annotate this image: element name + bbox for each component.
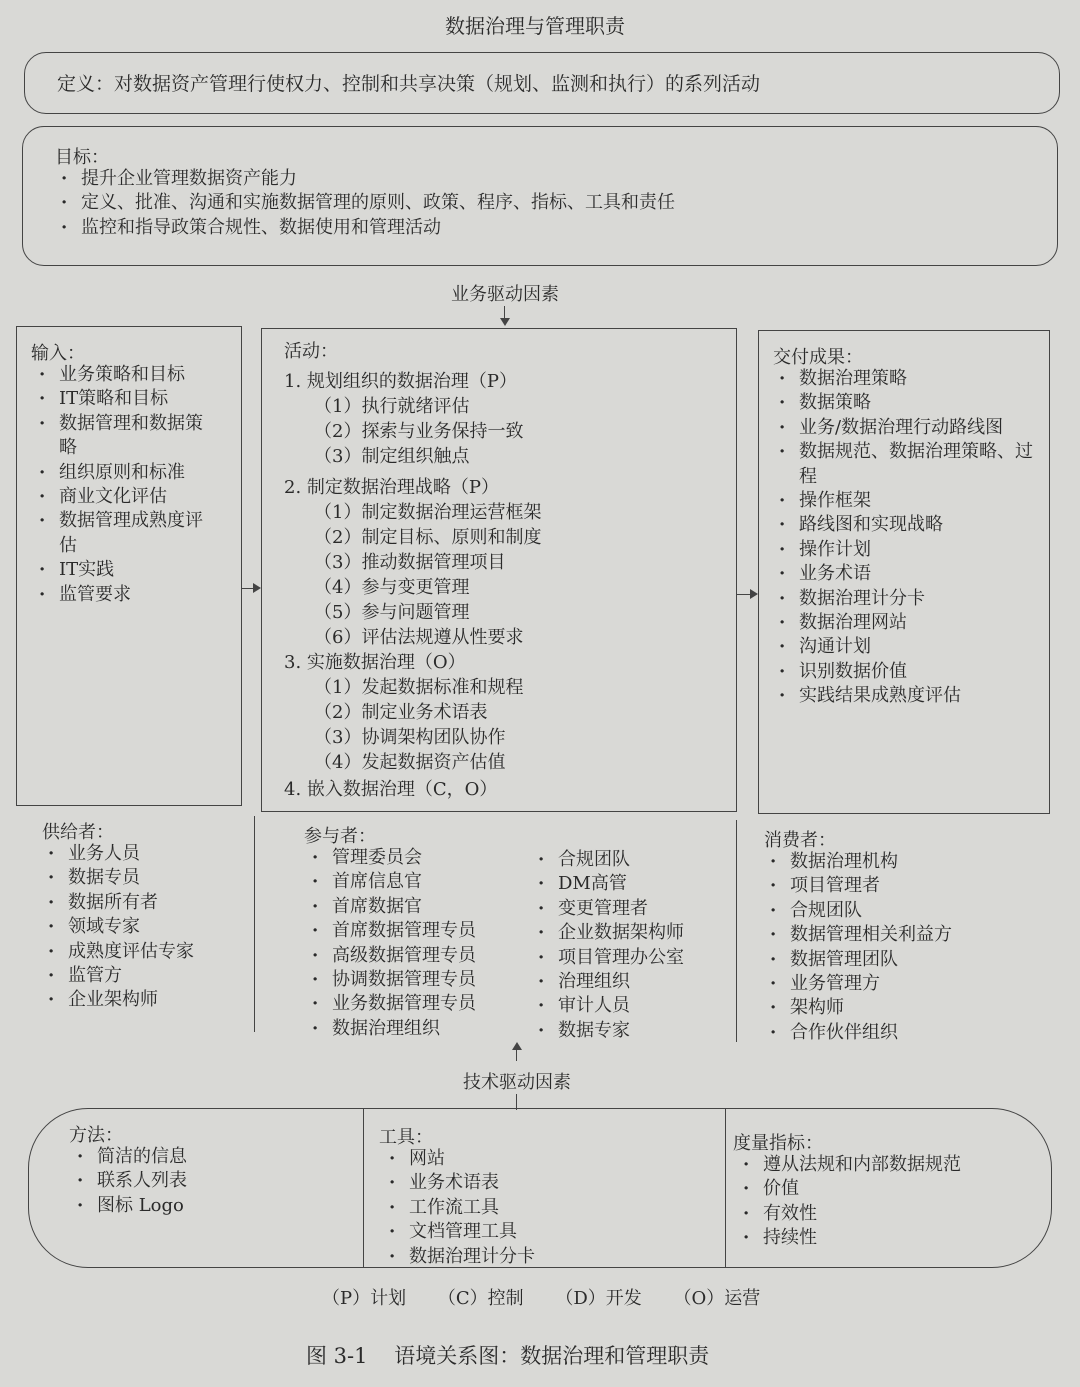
consumer-item: · 合作伙伴组织 bbox=[764, 1021, 1054, 1045]
methods-tools-metrics-box bbox=[28, 1108, 1052, 1268]
activity-group-title: 1. 规划组织的数据治理（P） bbox=[284, 371, 518, 392]
consumers-list bbox=[764, 850, 1054, 1045]
deliverable-item: · 数据治理策略 bbox=[773, 367, 1035, 391]
legend-item-develop: （D）开发 bbox=[555, 1288, 642, 1309]
input-item: · IT实践 bbox=[33, 558, 233, 582]
deliverable-item: · 操作框架 bbox=[773, 489, 1035, 513]
metric-item: · 持续性 bbox=[737, 1226, 1037, 1250]
deliverable-item: · 数据规范、数据治理策略、过程 bbox=[773, 440, 1035, 489]
method-item: · 联系人列表 bbox=[71, 1169, 351, 1193]
activity-sub-item: （4）参与变更管理 bbox=[314, 577, 470, 598]
participant-item: · 变更管理者 bbox=[532, 897, 732, 921]
metric-item: · 有效性 bbox=[737, 1202, 1037, 1226]
methods-heading: 方法： bbox=[69, 1125, 123, 1146]
goals-box bbox=[22, 126, 1058, 266]
activities-box bbox=[261, 328, 737, 812]
consumer-item: · 数据管理相关利益方 bbox=[764, 923, 1054, 947]
activities-to-deliverables-arrow-icon bbox=[750, 589, 758, 599]
input-item: · 业务策略和目标 bbox=[33, 363, 233, 387]
activity-sub-item: （6）评估法规遵从性要求 bbox=[314, 627, 524, 648]
activity-sub-item: （3）推动数据管理项目 bbox=[314, 552, 506, 573]
deliverable-item: · 业务术语 bbox=[773, 562, 1035, 586]
participant-item: · 高级数据管理专员 bbox=[306, 944, 516, 968]
activity-sub-item: （3）协调架构团队协作 bbox=[314, 727, 506, 748]
tool-item: · 工作流工具 bbox=[383, 1196, 713, 1220]
supplier-item: · 业务人员 bbox=[42, 842, 242, 866]
goal-item: · 监控和指导政策合规性、数据使用和管理活动 bbox=[55, 216, 675, 240]
participant-item: · 协调数据管理专员 bbox=[306, 968, 516, 992]
participant-item: · 首席数据管理专员 bbox=[306, 919, 516, 943]
participant-item: · DM高管 bbox=[532, 872, 732, 896]
participant-item: · 审计人员 bbox=[532, 994, 732, 1018]
methods-tools-divider bbox=[363, 1109, 364, 1267]
definition-text: 定义：对数据资产管理行使权力、控制和共享决策（规划、监测和执行）的系列活动 bbox=[57, 73, 761, 95]
activity-sub-item: （5）参与问题管理 bbox=[314, 602, 470, 623]
tech-drivers-label: 技术驱动因素 bbox=[463, 1072, 571, 1093]
consumer-item: · 项目管理者 bbox=[764, 874, 1054, 898]
input-item: · 数据管理和数据策略 bbox=[33, 412, 209, 461]
supplier-item: · 数据专员 bbox=[42, 866, 242, 890]
business-drivers-arrow-icon bbox=[500, 318, 510, 326]
participant-item: · 企业数据架构师 bbox=[532, 921, 732, 945]
suppliers-participants-divider bbox=[254, 816, 255, 1032]
goal-item: · 提升企业管理数据资产能力 bbox=[55, 167, 675, 191]
supplier-item: · 领域专家 bbox=[42, 915, 242, 939]
consumer-item: · 数据治理机构 bbox=[764, 850, 1054, 874]
tools-heading: 工具： bbox=[379, 1127, 433, 1148]
activity-sub-item: （2）制定业务术语表 bbox=[314, 702, 488, 723]
goals-list bbox=[55, 167, 675, 240]
goal-item: · 定义、批准、沟通和实施数据管理的原则、政策、程序、指标、工具和责任 bbox=[55, 191, 675, 215]
activity-sub-item: （2）探索与业务保持一致 bbox=[314, 421, 524, 442]
deliverable-item: · 沟通计划 bbox=[773, 635, 1035, 659]
deliverable-item: · 数据治理计分卡 bbox=[773, 587, 1035, 611]
activity-sub-item: （1）执行就绪评估 bbox=[314, 396, 470, 417]
consumer-item: · 数据管理团队 bbox=[764, 948, 1054, 972]
input-item: · 数据管理成熟度评估 bbox=[33, 509, 209, 558]
participant-item: · 首席信息官 bbox=[306, 870, 516, 894]
deliverable-item: · 识别数据价值 bbox=[773, 660, 1035, 684]
figure-caption: 图 3-1 语境关系图：数据治理和管理职责 bbox=[306, 1344, 710, 1368]
legend-item-operate: （O）运营 bbox=[673, 1288, 761, 1309]
participant-item: · 首席数据官 bbox=[306, 895, 516, 919]
inputs-list bbox=[33, 363, 233, 607]
deliverable-item: · 操作计划 bbox=[773, 538, 1035, 562]
tool-item: · 数据治理计分卡 bbox=[383, 1245, 713, 1269]
deliverables-list bbox=[773, 367, 1035, 709]
inputs-to-activities-arrow-icon bbox=[253, 583, 261, 593]
supplier-item: · 数据所有者 bbox=[42, 891, 242, 915]
method-item: · 图标 Logo bbox=[71, 1194, 351, 1218]
tools-metrics-divider bbox=[725, 1109, 726, 1267]
participant-item: · 业务数据管理专员 bbox=[306, 992, 516, 1016]
activity-group-title: 4. 嵌入数据治理（C，O） bbox=[284, 779, 498, 800]
input-item: · 组织原则和标准 bbox=[33, 461, 233, 485]
consumer-item: · 架构师 bbox=[764, 996, 1054, 1020]
deliverable-item: · 实践结果成熟度评估 bbox=[773, 684, 1035, 708]
input-item: · 商业文化评估 bbox=[33, 485, 233, 509]
suppliers-list bbox=[42, 842, 242, 1013]
activities-heading: 活动： bbox=[284, 341, 338, 362]
participants-right-list bbox=[532, 848, 732, 1043]
activity-group-title: 2. 制定数据治理战略（P） bbox=[284, 477, 500, 498]
activities-list bbox=[284, 369, 724, 802]
inputs-box bbox=[16, 326, 242, 806]
consumer-item: · 合规团队 bbox=[764, 899, 1054, 923]
participants-left-list bbox=[306, 846, 516, 1041]
goals-heading: 目标： bbox=[55, 147, 109, 168]
participants-heading: 参与者： bbox=[304, 826, 376, 847]
input-item: · 监管要求 bbox=[33, 583, 233, 607]
activities-to-deliverables-line bbox=[737, 594, 751, 595]
activity-group-title: 3. 实施数据治理（O） bbox=[284, 652, 466, 673]
methods-list bbox=[71, 1145, 351, 1218]
participant-item: · 数据治理组织 bbox=[306, 1017, 516, 1041]
tool-item: · 网站 bbox=[383, 1147, 713, 1171]
activity-sub-item: （3）制定组织触点 bbox=[314, 446, 470, 467]
participants-consumers-divider bbox=[736, 820, 737, 1042]
inputs-heading: 输入： bbox=[31, 343, 85, 364]
definition-box bbox=[24, 52, 1060, 114]
deliverable-item: · 路线图和实现战略 bbox=[773, 513, 1035, 537]
legend-item-control: （C）控制 bbox=[437, 1288, 524, 1309]
metric-item: · 遵从法规和内部数据规范 bbox=[737, 1153, 1037, 1177]
metrics-heading: 度量指标： bbox=[733, 1133, 823, 1154]
supplier-item: · 监管方 bbox=[42, 964, 242, 988]
input-item: · IT策略和目标 bbox=[33, 387, 233, 411]
deliverable-item: · 数据治理网站 bbox=[773, 611, 1035, 635]
activity-sub-item: （2）制定目标、原则和制度 bbox=[314, 527, 542, 548]
deliverables-box bbox=[758, 330, 1050, 814]
participant-item: · 治理组织 bbox=[532, 970, 732, 994]
metrics-list bbox=[737, 1153, 1037, 1251]
diagram-title: 数据治理与管理职责 bbox=[445, 14, 625, 38]
business-drivers-label: 业务驱动因素 bbox=[451, 284, 559, 305]
participant-item: · 项目管理办公室 bbox=[532, 946, 732, 970]
tool-item: · 文档管理工具 bbox=[383, 1220, 713, 1244]
activity-sub-item: （1）发起数据标准和规程 bbox=[314, 677, 524, 698]
tech-drivers-line-top bbox=[516, 1049, 517, 1061]
legend-item-plan: （P）计划 bbox=[322, 1288, 407, 1309]
supplier-item: · 成熟度评估专家 bbox=[42, 940, 242, 964]
tools-list bbox=[383, 1147, 713, 1269]
tech-drivers-arrow-icon bbox=[512, 1042, 522, 1050]
consumer-item: · 业务管理方 bbox=[764, 972, 1054, 996]
method-item: · 简洁的信息 bbox=[71, 1145, 351, 1169]
deliverables-heading: 交付成果： bbox=[773, 347, 863, 368]
activity-sub-item: （4）发起数据资产估值 bbox=[314, 752, 506, 773]
activity-sub-item: （1）制定数据治理运营框架 bbox=[314, 502, 542, 523]
deliverable-item: · 业务/数据治理行动路线图 bbox=[773, 416, 1035, 440]
consumers-heading: 消费者： bbox=[764, 830, 836, 851]
participant-item: · 管理委员会 bbox=[306, 846, 516, 870]
tool-item: · 业务术语表 bbox=[383, 1171, 713, 1195]
deliverable-item: · 数据策略 bbox=[773, 391, 1035, 415]
metric-item: · 价值 bbox=[737, 1177, 1037, 1201]
participant-item: · 合规团队 bbox=[532, 848, 732, 872]
legend bbox=[322, 1284, 760, 1310]
supplier-item: · 企业架构师 bbox=[42, 988, 242, 1012]
participant-item: · 数据专家 bbox=[532, 1019, 732, 1043]
suppliers-heading: 供给者： bbox=[42, 822, 114, 843]
